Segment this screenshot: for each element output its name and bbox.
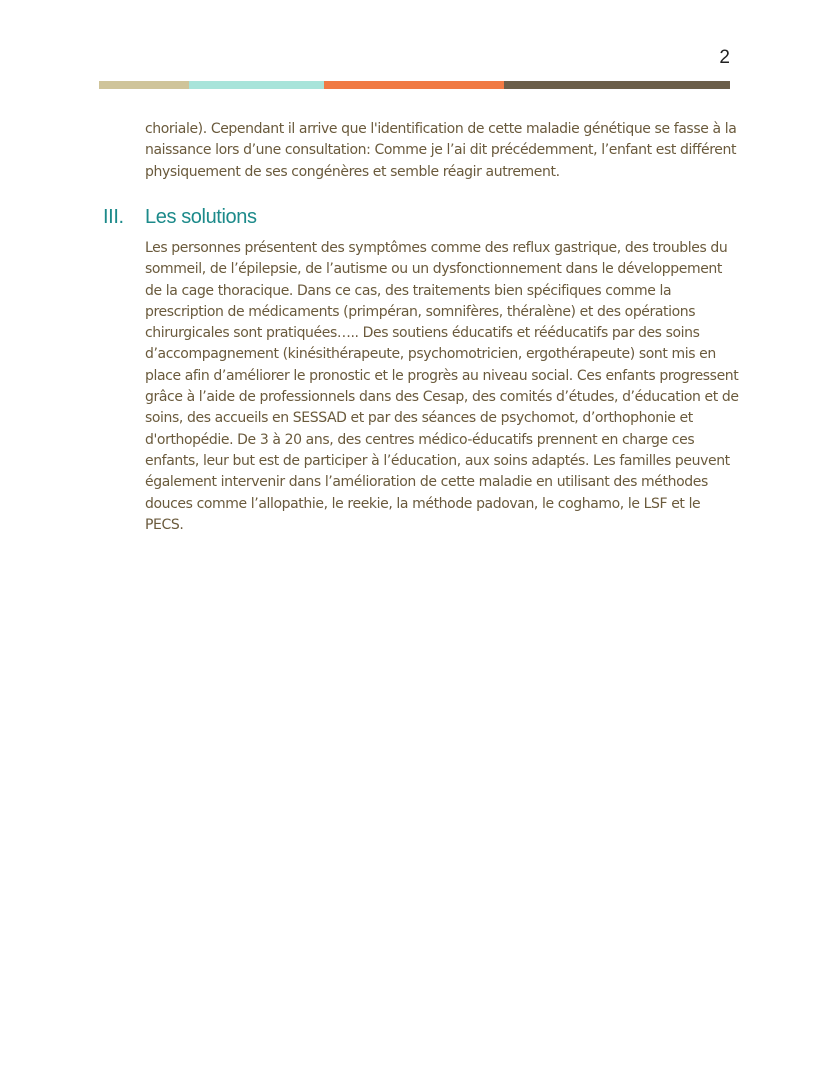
section-body-paragraph: Les personnes présentent des symptômes comme des reflux gastrique, des troubles du sommeil, de l’épilepsie, de l’autisme ou un dysfonctionnement dans le développement de la cage thoracique. Dans ce cas, des traitements bien spécifiques comme la prescription de médicaments (primpéran, somnifères, théralène) et des opérations chirurgicales sont pratiquées….. Des soutiens éducatifs et rééducatifs par des soins d’accompagnement (kinésithérapeute, psychomotricien, ergothérapeute) sont mis en place afin d’améliorer le pronostic et le progrès au niveau social. Ces enfants progressent grâce à l’aide de professionnels dans des Cesap, des comités d’études, d’éducation et de soins, des accueils en SESSAD et par des séances de psychomot, d’orthophonie et d'orthopédie. De 3 à 20 ans, des centres médico-éducatifs prennent en charge ces enfants, leur but est de participer à l’éducation, aux soins adaptés. Les familles peuvent également intervenir dans l’amélioration de cette maladie en utilisant des méthodes douces comme l’allopathie, le reekie, la méthode padovan, le coghamo, le LSF et le PECS. xyxy=(145,240,739,533)
page-number: 2 xyxy=(719,47,730,68)
section-title: Les solutions xyxy=(145,206,257,228)
header-color-bar xyxy=(99,81,730,89)
color-bar-segment-2 xyxy=(189,81,324,89)
color-bar-segment-4 xyxy=(504,81,730,89)
continuation-paragraph: choriale). Cependant il arrive que l'identification de cette maladie génétique se fasse à la naissance lors d’une consultation: Comme je l’ai dit précédemment, l’enfant est différent physiquement de ses congénères et semble réagir autrement. xyxy=(145,121,737,180)
section-number: III. xyxy=(103,206,124,228)
color-bar-segment-1 xyxy=(99,81,189,89)
color-bar-segment-3 xyxy=(324,81,504,89)
section-heading xyxy=(103,206,257,232)
